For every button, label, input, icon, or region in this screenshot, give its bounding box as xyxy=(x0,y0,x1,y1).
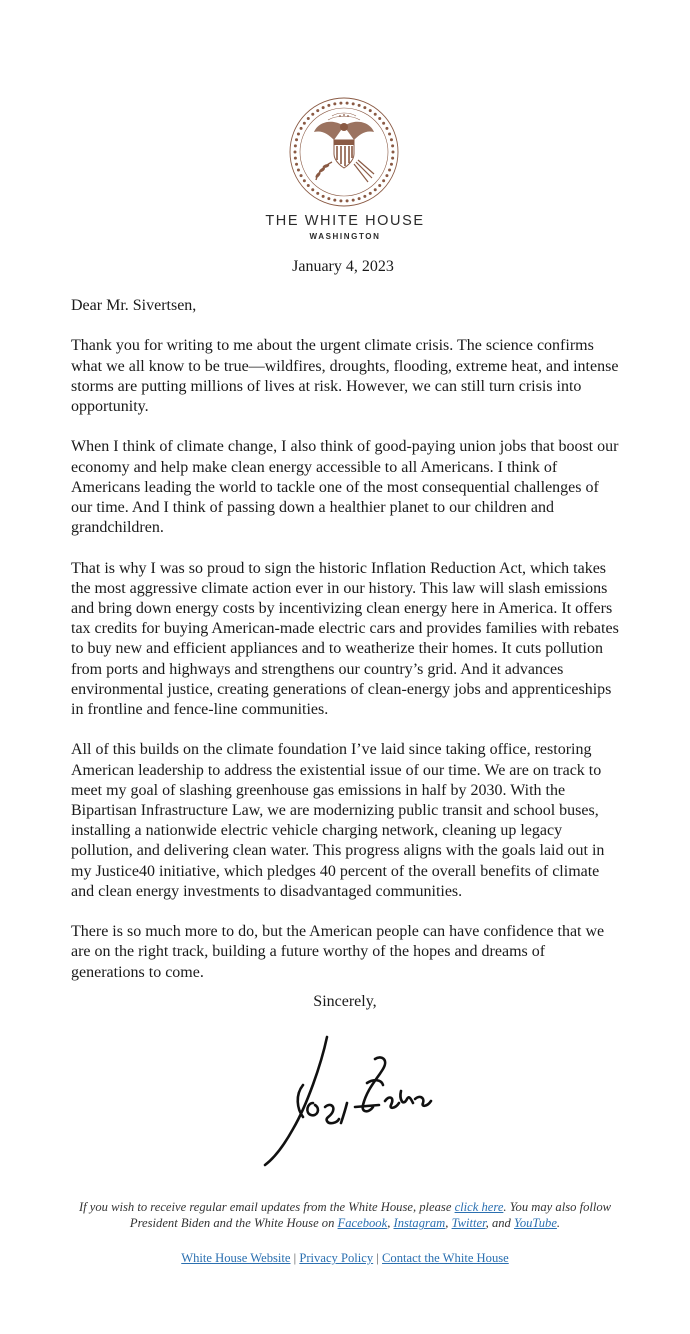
seal-star xyxy=(339,102,342,105)
footer-text-2: . You may also follow President Biden and the White House on xyxy=(129,1200,612,1231)
footer-comma-1: , xyxy=(387,1216,394,1231)
paragraph-5: There is so much more to do, but the American people can have confidence that we are on the right track, building a future worthy of the hopes and dreams of generations to come. xyxy=(71,923,605,981)
seal-star xyxy=(297,132,300,135)
link-separator: | xyxy=(376,1251,379,1265)
seal-star xyxy=(391,144,394,147)
seal-star xyxy=(333,199,336,202)
paragraph-3: That is why I was so proud to sign the historic Inflation Reduction Act, which takes the most aggressive climate action ever in our history. This law will slash emissions and bring down energy costs by incentivizing clean energy here in America. It offers tax credits for buying American-made electric cars and provides families with rebates to buy new and efficient appliances and to weatherize their homes. It cuts pollution from ports and highways and strengthens our country’s grid. And it advances environmental justice, creating generations of clean-energy jobs and apprenticeships in frontline and fence-line communities. xyxy=(71,559,619,719)
click-here-link[interactable]: click here xyxy=(454,1200,504,1214)
seal-star xyxy=(352,102,355,105)
seal-star xyxy=(300,174,303,177)
seal-star xyxy=(374,113,377,116)
seal-star xyxy=(346,102,349,105)
footer-notice xyxy=(60,1199,630,1232)
seal-star xyxy=(303,179,306,182)
seal-star xyxy=(295,163,298,166)
footer-links xyxy=(0,1251,690,1266)
seal-star xyxy=(390,138,393,141)
seal-star xyxy=(363,106,366,109)
seal-star xyxy=(300,127,303,130)
seal-star xyxy=(322,195,325,198)
footer-comma-2: , xyxy=(445,1216,452,1231)
contact-white-house-link[interactable]: Contact the White House xyxy=(382,1251,509,1265)
twitter-link[interactable]: Twitter xyxy=(451,1216,486,1231)
seal-star xyxy=(358,197,361,200)
facebook-link[interactable]: Facebook xyxy=(337,1216,388,1231)
handwritten-signature-icon xyxy=(255,1025,435,1170)
seal-star xyxy=(322,106,325,109)
seal-star xyxy=(390,163,393,166)
footer-period: . xyxy=(556,1216,561,1231)
paragraph-1: Thank you for writing to me about the urgent climate crisis. The science confirms what we all know to be true—wildfires, droughts, flooding, extreme heat, and intense storms are putting millions of lives at risk. However, we can still turn crisis into opportunity. xyxy=(71,337,619,415)
salutation: Dear Mr. Sivertsen, xyxy=(71,297,197,314)
privacy-policy-link[interactable]: Privacy Policy xyxy=(299,1251,374,1265)
seal-star xyxy=(369,192,372,195)
seal-star xyxy=(311,188,314,191)
youtube-link[interactable]: YouTube xyxy=(513,1216,557,1231)
paragraph-2: When I think of climate change, I also think of good-paying union jobs that boost our economy and help make clean energy accessible to all Americans. I think of Americans leading the world to tackle one of the most consequential challenges of our time. And I think of passing down a healthier planet to our children and grandchildren. xyxy=(71,438,619,537)
seal-star xyxy=(352,199,355,202)
presidential-seal-icon xyxy=(288,96,400,208)
seal-star xyxy=(307,184,310,187)
seal-star xyxy=(391,157,394,160)
seal-star xyxy=(294,144,297,147)
seal-star xyxy=(378,184,381,187)
seal-star xyxy=(346,199,349,202)
seal-star xyxy=(382,179,385,182)
letter-body xyxy=(71,296,621,1003)
seal-star xyxy=(307,117,310,120)
seal-star xyxy=(358,104,361,107)
white-house-website-link[interactable]: White House Website xyxy=(181,1251,291,1265)
seal-star xyxy=(316,109,319,112)
seal-star xyxy=(311,113,314,116)
seal-star xyxy=(378,117,381,120)
seal-star xyxy=(392,151,395,154)
seal-star xyxy=(316,192,319,195)
seal-star xyxy=(369,109,372,112)
paragraph-4: All of this builds on the climate foundation I’ve laid since taking office, restoring American leadership to address the existential issue of our time. We are on track to meet my goal of slashing greenhouse gas emissions in half by 2030. With the Bipartisan Infrastructure Law, we are modernizing public transit and school buses, installing a nationwide electric vehicle charging network, cleaning up legacy pollution, and delivering clean water. This progress aligns with the goals laid out in my Justice40 initiative, which pledges 40 percent of the overall benefits of climate and clean energy investments to disadvantaged communities. xyxy=(71,741,605,900)
seal-star xyxy=(327,197,330,200)
seal-star xyxy=(339,199,342,202)
seal-star xyxy=(294,157,297,160)
seal-star xyxy=(382,122,385,125)
closing: Sincerely, xyxy=(313,993,377,1010)
letter-date: January 4, 2023 xyxy=(292,258,394,275)
seal-star xyxy=(385,174,388,177)
footer-and: , and xyxy=(485,1216,514,1231)
seal-star xyxy=(388,169,391,172)
seal-star xyxy=(303,122,306,125)
seal-star xyxy=(297,169,300,172)
seal-star xyxy=(294,151,297,154)
seal-star xyxy=(295,138,298,141)
seal-star xyxy=(327,104,330,107)
seal-star xyxy=(374,188,377,191)
footer-text-1: If you wish to receive regular email updates from the White House, please xyxy=(78,1200,455,1214)
letterhead-title: THE WHITE HOUSE xyxy=(265,213,425,229)
seal-star xyxy=(385,127,388,130)
instagram-link[interactable]: Instagram xyxy=(393,1216,446,1231)
link-separator: | xyxy=(293,1251,297,1265)
seal-star xyxy=(363,195,366,198)
seal-star xyxy=(333,102,336,105)
letterhead-subtitle: WASHINGTON xyxy=(309,232,381,241)
seal-star xyxy=(388,132,391,135)
